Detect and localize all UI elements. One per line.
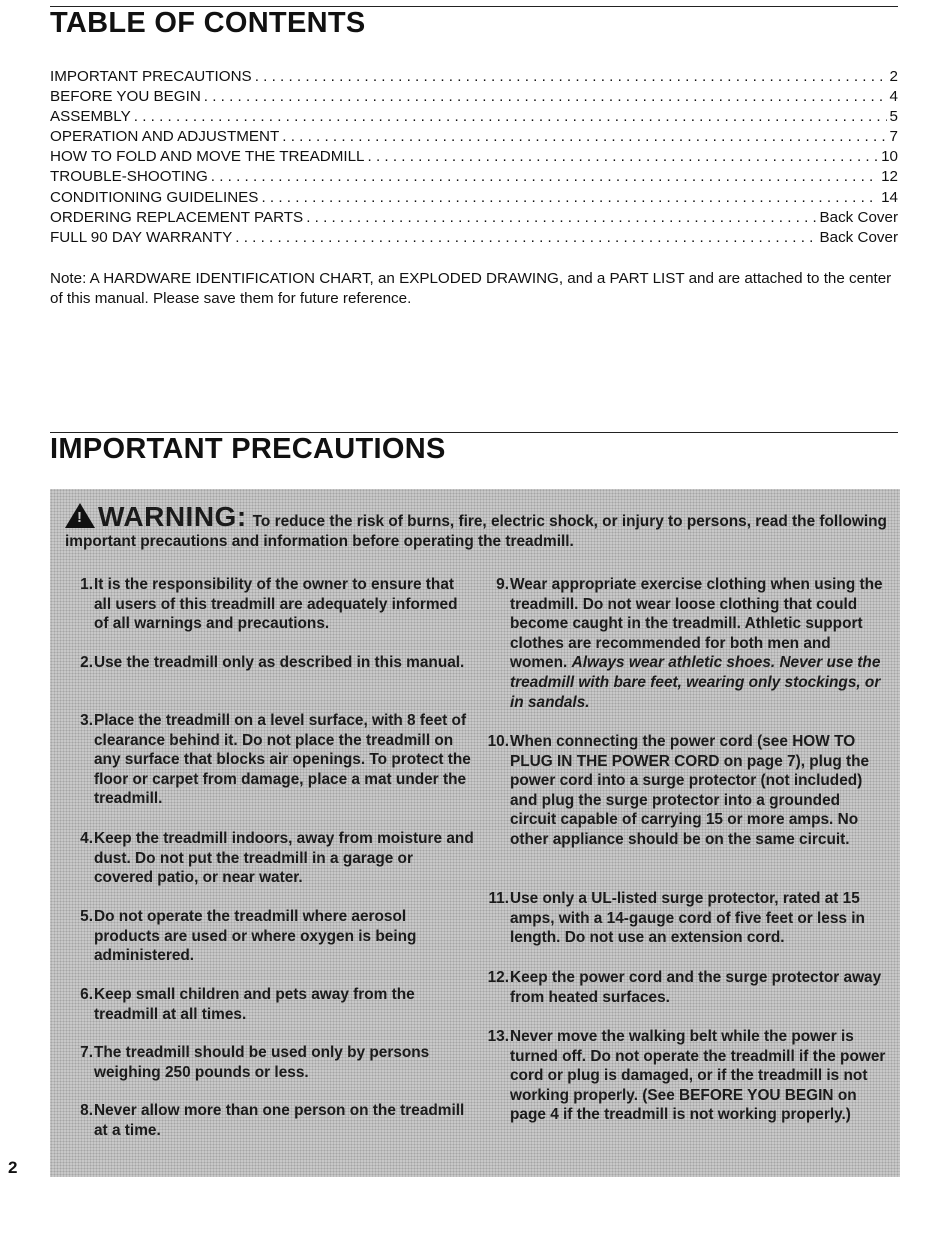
precaution-item — [480, 889, 890, 968]
toc-leader — [255, 67, 887, 87]
toc-note: Note: A HARDWARE IDENTIFICATION CHART, an EXPLODED DRAWING, and a PART LIST and are attached to the center of this manual. Please save them for future reference. — [50, 270, 892, 307]
toc-entry-title: TROUBLE-SHOOTING — [50, 168, 208, 186]
precaution-item — [480, 968, 890, 1027]
toc-entry-page: 4 — [889, 88, 898, 106]
precaution-item — [64, 1101, 474, 1141]
precaution-item — [480, 732, 890, 889]
item-text: Keep small children and pets away from the treadmill at all times. — [94, 986, 415, 1023]
item-text: Never allow more than one person on the treadmill at a time. — [94, 1102, 465, 1139]
toc-entry-page: 14 — [881, 188, 898, 206]
toc-leader — [306, 208, 816, 228]
item-number: 11. — [488, 890, 509, 907]
toc-leader — [261, 188, 878, 208]
toc-entry-title: ASSEMBLY — [50, 108, 131, 126]
toc-leader — [282, 127, 886, 147]
precaution-item — [64, 653, 474, 711]
toc-list — [50, 67, 898, 248]
item-number: 7. — [80, 1044, 93, 1061]
precaution-item — [480, 575, 890, 732]
item-text-plain: Wear appropriate exercise clothing when using the treadmill. Do not wear loose clothing that could become caught in the treadmill. Athletic support clothes are recommended for both men and women. — [510, 576, 883, 672]
item-number: 2. — [80, 654, 93, 671]
item-number: 1. — [80, 576, 93, 593]
toc-entry-page: Back Cover — [819, 208, 898, 226]
item-number: 3. — [80, 712, 93, 729]
item-number: 10. — [487, 733, 509, 750]
toc-entry-page: 5 — [889, 108, 898, 126]
toc-entry[interactable] — [50, 147, 898, 167]
toc-entry-title: IMPORTANT PRECAUTIONS — [50, 68, 252, 85]
toc-entry-page: 7 — [889, 128, 898, 146]
precaution-item — [64, 1043, 474, 1101]
toc-entry-title: ORDERING REPLACEMENT PARTS — [50, 208, 304, 226]
precaution-item — [480, 1027, 890, 1127]
toc-entry[interactable] — [50, 188, 898, 208]
toc-leader — [235, 228, 816, 248]
item-text: Do not operate the treadmill where aerosol products are used or where oxygen is being administered. — [94, 908, 417, 965]
toc-leader — [134, 107, 887, 127]
toc-entry[interactable] — [50, 87, 898, 107]
toc-entry-page: 10 — [881, 148, 898, 166]
toc-entry-title: FULL 90 DAY WARRANTY — [50, 228, 233, 246]
toc-entry[interactable] — [50, 67, 898, 87]
precaution-item — [64, 907, 474, 985]
item-text: It is the responsibility of the owner to ensure that all users of this treadmill are adequately informed of all warnings and precautions. — [94, 576, 458, 633]
item-text — [510, 575, 890, 732]
item-text: Place the treadmill on a level surface, with 8 feet of clearance behind it. Do not place the treadmill on any surface that blocks air openings. To protect the floor or carpet from damage, place a mat under the treadmill. — [94, 712, 471, 808]
item-text: Use the treadmill only as described in this manual. — [94, 654, 465, 671]
toc-entry-title: HOW TO FOLD AND MOVE THE TREADMILL — [50, 148, 365, 166]
warning-triangle-icon: ! — [65, 503, 95, 528]
item-number: 9. — [496, 576, 509, 593]
item-number: 12. — [487, 969, 509, 986]
toc-entry-title: CONDITIONING GUIDELINES — [50, 188, 259, 206]
item-number: 6. — [80, 986, 93, 1003]
item-text-italic: Always wear athletic shoes. Never use the treadmill with bare feet, wearing only stockings, or in sandals. — [510, 654, 881, 711]
toc-entry[interactable] — [50, 167, 898, 187]
item-text: Use only a UL-listed surge protector, rated at 15 amps, with a 14-gauge cord of five feet or less in length. Do not use an extension cord. — [510, 890, 865, 947]
warning-text: To reduce the risk of burns, fire, electric shock, or injury to persons, read the following important precautions and information before operating the treadmill. — [65, 513, 887, 550]
precaution-item — [64, 829, 474, 907]
warning-box — [50, 489, 900, 1177]
precaution-item — [64, 711, 474, 829]
item-number: 8. — [80, 1102, 93, 1119]
precautions-left-column — [64, 575, 474, 1141]
toc-entry-page: 2 — [889, 68, 898, 85]
warning-intro — [65, 503, 887, 552]
precautions-heading: IMPORTANT PRECAUTIONS — [50, 433, 446, 465]
item-text: The treadmill should be used only by persons weighing 250 pounds or less. — [94, 1044, 430, 1081]
item-text: Never move the walking belt while the power is turned off. Do not operate the treadmill if the power cord or plug is damaged, or if the treadmill is not working properly. (See BEFORE YOU BEGIN on page 4 if the treadmill is not working properly.) — [510, 1028, 886, 1124]
toc-entry-page: 12 — [881, 168, 898, 186]
item-text: Keep the treadmill indoors, away from moisture and dust. Do not put the treadmill in a garage or covered patio, or near water. — [94, 830, 474, 887]
item-number: 13. — [487, 1028, 509, 1045]
precaution-item — [64, 985, 474, 1043]
toc-entry-title: OPERATION AND ADJUSTMENT — [50, 128, 280, 146]
toc-heading: TABLE OF CONTENTS — [50, 7, 366, 39]
item-number: 5. — [80, 908, 93, 925]
warning-word: WARNING: — [98, 501, 247, 532]
item-text: When connecting the power cord (see HOW TO PLUG IN THE POWER CORD on page 7), plug the power cord into a surge protector (not included) and plug the surge protector into a grounded circuit capable of carrying 15 or more amps. No other appliance should be on the same circuit. — [510, 733, 870, 848]
item-text: Keep the power cord and the surge protector away from heated surfaces. — [510, 969, 882, 1006]
item-number: 4. — [80, 830, 93, 847]
toc-entry[interactable] — [50, 208, 898, 228]
page-number: 2 — [8, 1158, 18, 1177]
precaution-item — [64, 575, 474, 653]
toc-leader — [368, 147, 879, 167]
toc-leader — [211, 167, 878, 187]
toc-entry[interactable] — [50, 127, 898, 147]
toc-entry[interactable] — [50, 228, 898, 248]
precautions-right-column — [480, 575, 890, 1127]
toc-entry-title: BEFORE YOU BEGIN — [50, 88, 201, 106]
toc-entry-page: Back Cover — [819, 228, 898, 246]
toc-entry[interactable] — [50, 107, 898, 127]
toc-leader — [204, 87, 887, 107]
